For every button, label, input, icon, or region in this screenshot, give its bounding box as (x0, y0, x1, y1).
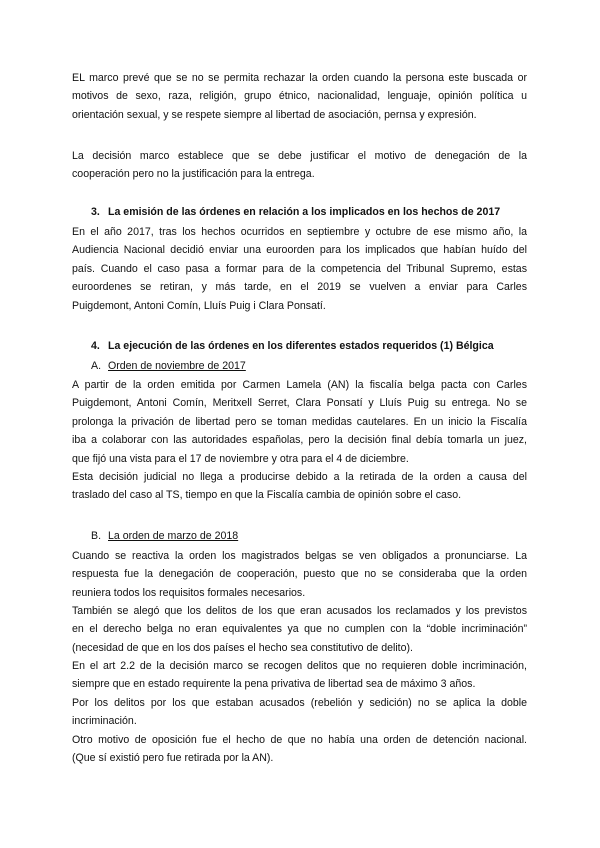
text-line: que fijó una vista para el 17 de noviembre y otra para el 4 de diciembre. (72, 452, 409, 465)
paragraph-crimes-accused (72, 694, 527, 731)
text-line: prolonga la privación de libertad pero se toman medidas cautelares. En un inicio la Fiscalía (72, 415, 527, 428)
text-line: Esta decisión judicial no llega a producirse debido a la retirada de la orden a causa del (72, 471, 527, 483)
text-line: En el art 2.2 de la decisión marco se recogen delitos que no requieren doble incriminación, (72, 660, 527, 672)
section-number: 4. (91, 340, 100, 352)
section-title: La emisión de las órdenes en relación a los implicados en los hechos de 2017 (108, 206, 501, 218)
section-heading-3 (91, 203, 531, 221)
text-line: cooperación pero no la justificación para la entrega. (72, 168, 315, 181)
text-line: en el derecho belga no eran equivalentes ya que no cumplen con la “doble incriminación” (72, 623, 527, 636)
text-line: A partir de la orden emitida por Carmen Lamela (AN) la fiscalía belga pacta con Carles (72, 379, 527, 391)
text-line: motivos de sexo, raza, religión, grupo étnico, nacionalidad, lenguaje, opinión política u (72, 90, 527, 103)
text-line: Cuando se reactiva la orden los magistrados belgas se ven obligados a pronunciarse. La (72, 550, 527, 562)
text-line: iba a colaborar con las autoridades españolas, pero la decisión final debía tomarla un juez, (72, 434, 527, 447)
text-line: Otro motivo de oposición fue el hecho de que no había una orden de detención nacional. (72, 734, 527, 746)
section-heading-4 (91, 337, 531, 355)
paragraph-november-order (72, 376, 527, 468)
text-line: (necesidad de que en los dos países el hecho sea constitutivo de delito). (72, 641, 413, 654)
subsection-letter: A. (91, 360, 102, 372)
paragraph-marco-justification (72, 147, 527, 184)
section-title: La ejecución de las órdenes en los diferentes estados requeridos (1) Bélgica (108, 340, 494, 352)
text-line: reuniera todos los requisitos formales necesarios. (72, 586, 306, 599)
text-line: país. Cuando el caso pasa a formar para de la competencia del Tribunal Supremo, estas (72, 262, 527, 275)
paragraph-judicial-decision (72, 468, 527, 505)
text-line: traslado del caso al TS, tiempo en que la Fiscalía cambia de opinión sobre el caso. (72, 489, 462, 502)
subsection-title: Orden de noviembre de 2017 (108, 360, 246, 372)
text-line: respuesta fue la denegación de cooperación, puesto que no se consideraba que la orden (72, 568, 527, 581)
text-line: En el año 2017, tras los hechos ocurridos en septiembre y octubre de ese mismo año, la (72, 226, 527, 238)
text-line: orientación sexual, y se respete siempre al libertad de asociación, pernsa y expresión. (72, 108, 477, 121)
paragraph-marco-prohibitions (72, 69, 527, 124)
subsection-heading-b (91, 527, 238, 545)
subsection-heading-a (91, 357, 246, 375)
text-line: euroordenes se retiran, y más tarde, en el 2019 se vuelven a enviar para Carles (72, 281, 527, 294)
text-line: EL marco prevé que se no se permita rechazar la orden cuando la persona este buscada or (72, 72, 527, 84)
text-line: Puigdemont, Antoni Comín, Lluís Puig i Clara Ponsatí. (72, 299, 326, 312)
text-line: incriminación. (72, 715, 137, 728)
subsection-title: La orden de marzo de 2018 (108, 530, 239, 542)
text-line: Por los delitos por los que estaban acusados (rebelión y sedición) no se aplica la doble (72, 697, 527, 709)
subsection-letter: B. (91, 530, 102, 542)
paragraph-reactivation (72, 547, 527, 602)
section-number: 3. (91, 206, 100, 218)
paragraph-double-incrimination (72, 602, 527, 657)
text-line: Puigdemont, Antoni Comín, Meritxell Serret, Clara Ponsatí y Lluís Puig su entrega. No se (72, 397, 527, 410)
paragraph-opposition-reason (72, 731, 527, 768)
text-line: Audiencia Nacional decidió enviar una euroorden para los implicados que habían huído del (72, 244, 527, 257)
text-line: siempre que en estado requirente la pena privativa de libertad sea de máximo 3 años. (72, 678, 476, 691)
paragraph-art-2-2 (72, 657, 527, 694)
text-line: También se alegó que los delitos de los que eran acusados los reclamados y los previstos (72, 605, 527, 617)
text-line: (Que sí existió pero fue retirada por la AN). (72, 752, 274, 765)
paragraph-2017-events (72, 223, 527, 315)
text-line: La decisión marco establece que se debe justificar el motivo de denegación de la (72, 150, 527, 162)
